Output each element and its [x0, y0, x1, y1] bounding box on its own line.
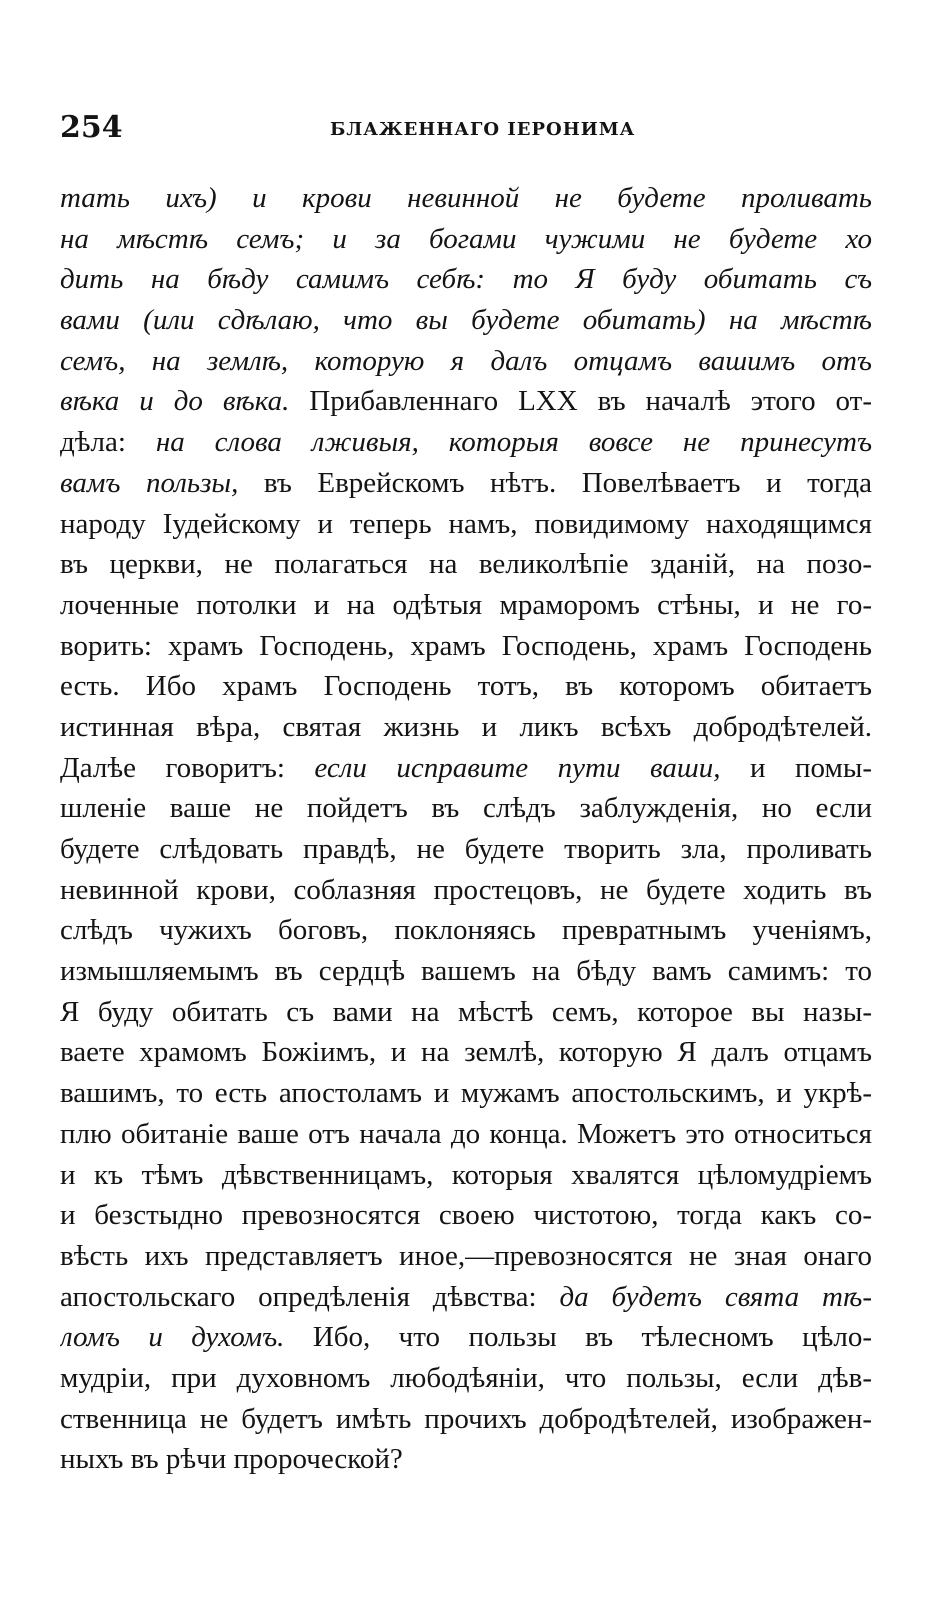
text-line-content	[60, 1358, 872, 1399]
italic-quote: тать ихъ) и крови невинной не будете проливать	[60, 182, 872, 214]
text-run: ваете храмомъ Божіимъ, и на землѣ, которую Я далъ отцамъ	[60, 1036, 872, 1069]
text-run: апостольскаго опредѣленія дѣвства:	[60, 1280, 560, 1313]
body-text	[60, 178, 872, 1480]
text-line-content	[60, 1399, 872, 1440]
text-line	[60, 422, 872, 463]
italic-quote: дить на бѣду самимъ себѣ: то Я буду обитать съ	[60, 263, 872, 296]
text-line	[60, 626, 872, 667]
italic-quote: сдѣлаю, что вы будете обитать) на мѣстѣ	[217, 304, 872, 337]
text-run: Ибо, что пользы въ тѣлесномъ цѣло-	[312, 1321, 872, 1354]
text-line	[60, 1358, 872, 1399]
text-line-content	[60, 300, 872, 341]
text-run: вѣсть ихъ представляетъ иное,—превозносятся не зная онаго	[60, 1239, 872, 1272]
text-run: и къ тѣмъ дѣвственницамъ, которыя хвалятся цѣломудріемъ	[60, 1158, 872, 1191]
text-line	[60, 341, 872, 382]
text-line	[60, 259, 872, 300]
text-line-content	[60, 1443, 403, 1475]
text-run: и безстыдно превозносятся своею чистотою, тогда какъ со-	[60, 1199, 872, 1232]
text-line-content	[60, 219, 872, 260]
text-line	[60, 585, 872, 626]
italic-quote: вамъ пользы,	[60, 466, 264, 499]
text-line-content	[60, 870, 872, 911]
text-line-content	[60, 1032, 872, 1073]
italic-quote: на слова лживыя, которыя вовсе не принесутъ	[155, 426, 872, 459]
text-line	[60, 1439, 872, 1480]
text-run: ственница не будетъ имѣть прочихъ добродѣтелей, изображен-	[60, 1402, 872, 1435]
text-line	[60, 463, 872, 504]
text-line	[60, 178, 872, 219]
text-line-content	[60, 626, 872, 667]
text-line-content	[60, 910, 872, 951]
text-line	[60, 829, 872, 870]
text-line-content	[60, 748, 872, 789]
text-line-content	[60, 259, 872, 300]
text-line	[60, 1114, 872, 1155]
text-run: плю обитаніе ваше отъ начала до конца. Можетъ это относиться	[60, 1117, 872, 1150]
text-run: измышляемымъ въ сердцѣ вашемъ на бѣду вамъ самимъ: то	[60, 955, 872, 988]
text-line	[60, 1073, 872, 1114]
text-run: ныхъ въ рѣчи пророческой?	[60, 1443, 403, 1476]
text-line-content	[60, 381, 872, 422]
text-line	[60, 219, 872, 260]
text-run: мудріи, при духовномъ любодѣяніи, что пользы, если дѣв-	[60, 1361, 872, 1394]
page-number: 254	[60, 110, 123, 145]
text-line-content	[60, 178, 872, 219]
text-line-content	[60, 1317, 872, 1358]
text-line	[60, 992, 872, 1033]
text-line	[60, 1317, 872, 1358]
text-line	[60, 504, 872, 545]
text-line	[60, 544, 872, 585]
running-head: БЛАЖЕННАГО ІЕРОНИМА	[330, 119, 636, 140]
text-line-content	[60, 544, 872, 585]
text-line	[60, 707, 872, 748]
text-line-content	[60, 1195, 872, 1236]
text-run: дѣла:	[60, 426, 156, 459]
text-line	[60, 1032, 872, 1073]
page-header	[60, 112, 872, 152]
text-line-content	[60, 1114, 872, 1155]
text-run: Прибавленнаго LXX въ началѣ этого от-	[309, 385, 872, 418]
text-run: лоченные потолки и на одѣтыя мраморомъ стѣны, и не го-	[60, 588, 872, 621]
text-line-content	[60, 463, 872, 504]
text-line-content	[60, 1073, 872, 1114]
text-line-content	[60, 341, 872, 382]
text-line	[60, 748, 872, 789]
italic-quote: если исправите пути ваши,	[314, 751, 751, 784]
text-line-content	[60, 788, 872, 829]
text-line	[60, 1155, 872, 1196]
italic-quote: вѣка и до вѣка.	[60, 385, 310, 418]
text-run: Далѣе говоритъ:	[60, 751, 315, 784]
text-line-content	[60, 666, 872, 707]
text-line-content	[60, 829, 872, 870]
text-line-content	[60, 422, 872, 463]
text-line-content	[60, 1277, 872, 1318]
italic-quote: на мѣстѣ семъ; и за богами чужими не будете хо	[60, 222, 872, 255]
text-run: въ церкви, не полагаться на великолѣпіе зданій, на позо-	[60, 548, 872, 581]
text-run: и помы-	[750, 751, 872, 784]
text-run: слѣдъ чужихъ боговъ, поклоняясь превратнымъ ученіямъ,	[60, 914, 872, 947]
text-run: невинной крови, соблазняя простецовъ, не будете ходить въ	[60, 873, 872, 906]
italic-quote: семъ, на землѣ, которую я далъ отцамъ вашимъ отъ	[60, 344, 872, 377]
text-line	[60, 381, 872, 422]
text-line-content	[60, 707, 872, 748]
text-line	[60, 1399, 872, 1440]
text-run: народу Іудейскому и теперь намъ, повидимому находящимся	[60, 507, 872, 540]
text-line	[60, 870, 872, 911]
text-line-content	[60, 585, 872, 626]
text-line	[60, 1195, 872, 1236]
text-run: Я буду обитать съ вами на мѣстѣ семъ, которое вы назы-	[60, 995, 872, 1028]
text-line	[60, 1277, 872, 1318]
text-line	[60, 910, 872, 951]
text-run: вашимъ, то есть апостоламъ и мужамъ апостольскимъ, и укрѣ-	[60, 1077, 872, 1110]
text-line-content	[60, 504, 872, 545]
text-run: есть. Ибо храмъ Господень тотъ, въ которомъ обитаетъ	[60, 670, 872, 703]
text-line-content	[60, 992, 872, 1033]
text-line	[60, 788, 872, 829]
italic-quote: ломъ и духомъ.	[60, 1321, 313, 1354]
text-line	[60, 951, 872, 992]
text-run: шленіе ваше не пойдетъ въ слѣдъ заблужденія, но если	[60, 792, 872, 825]
text-line	[60, 666, 872, 707]
text-run: истинная вѣра, святая жизнь и ликъ всѣхъ добродѣтелей.	[60, 710, 872, 743]
text-line	[60, 300, 872, 341]
text-run: ворить: храмъ Господень, храмъ Господень, храмъ Господень	[60, 629, 872, 662]
text-line-content	[60, 1236, 872, 1277]
text-line	[60, 1236, 872, 1277]
italic-quote: вами (или	[60, 304, 218, 337]
text-line-content	[60, 951, 872, 992]
italic-quote: да будетъ свята тѣ-	[559, 1280, 872, 1313]
text-run: будете слѣдовать правдѣ, не будете творить зла, проливать	[60, 833, 872, 865]
text-run: въ Еврейскомъ нѣтъ. Повелѣваетъ и тогда	[263, 466, 872, 499]
text-line-content	[60, 1155, 872, 1196]
